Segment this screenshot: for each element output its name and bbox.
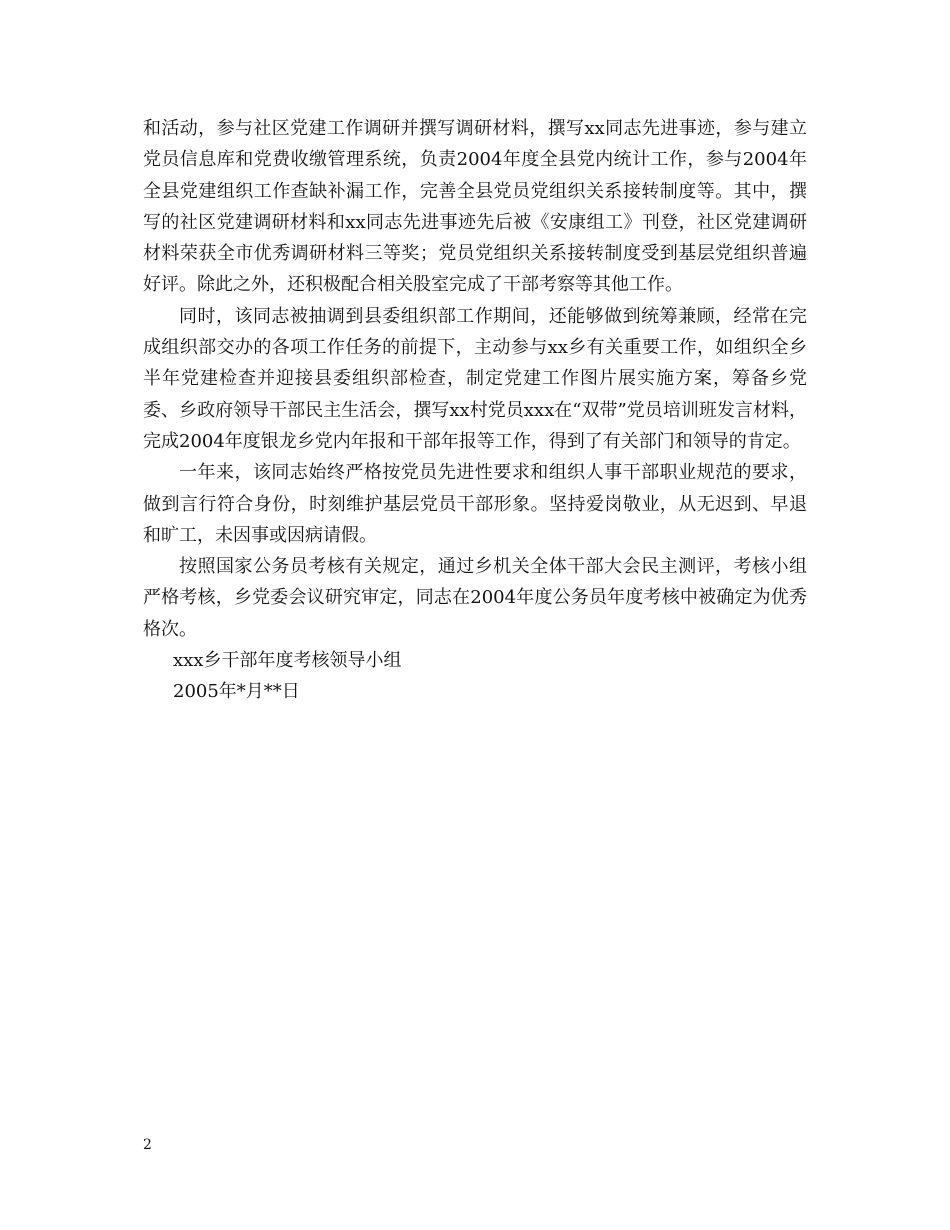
paragraph-conduct: 一年来，该同志始终严格按党员先进性要求和组织人事干部职业规范的要求，做到言行符合身份，时刻维护基层党员干部形象。坚持爱岗敬业，从无迟到、早退和旷工，未因事或因病请假。 <box>143 462 807 546</box>
signature-organization: xxx乡干部年度考核领导小组 <box>173 650 402 672</box>
paragraph-secondment-work: 同时，该同志被抽调到县委组织部工作期间，还能够做到统筹兼顾，经常在完成组织部交办的各项工作任务的前提下，主动参与xx乡有关重要工作，如组织全乡半年党建检查并迎接县委组织部检查，制定党建工作图片展实施方案，筹备乡党委、乡政府领导干部民主生活会，撰写xx村党员xxx在“双带”党员培训班发言材料，完成2004年度银龙乡党内年报和干部年报等工作，得到了有关部门和领导的肯定。 <box>143 305 807 452</box>
signature-date: 2005年*月**日 <box>173 681 300 703</box>
paragraph-continued: 和活动，参与社区党建工作调研并撰写调研材料，撰写xx同志先进事迹，参与建立党员信息库和党费收缴管理系统，负责2004年度全县党内统计工作，参与2004年全县党建组织工作查缺补漏工作，完善全县党员党组织关系接转制度等。其中，撰写的社区党建调研材料和xx同志先进事迹先后被《安康组工》刊登，社区党建调研材料荣获全市优秀调研材料三等奖；党员党组织关系接转制度受到基层党组织普遍好评。除此之外，还积极配合相关股室完成了干部考察等其他工作。 <box>143 118 807 296</box>
paragraph-assessment-result: 按照国家公务员考核有关规定，通过乡机关全体干部大会民主测评，考核小组严格考核，乡党委会议研究审定，同志在2004年度公务员年度考核中被确定为优秀格次。 <box>143 556 807 640</box>
page-number: 2 <box>143 1137 152 1153</box>
document-body <box>143 113 807 708</box>
